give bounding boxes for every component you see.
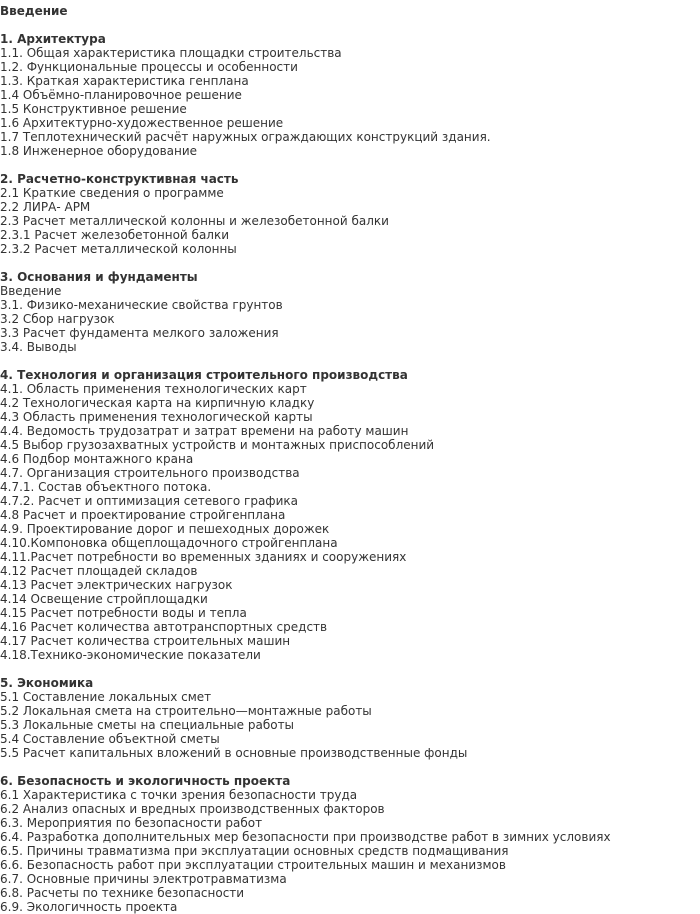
section-heading: 3. Основания и фундаменты	[0, 270, 198, 284]
toc-item: 4.7.2. Расчет и оптимизация сетевого графика	[0, 494, 298, 508]
toc-item: 6.2 Анализ опасных и вредных производственных факторов	[0, 802, 385, 816]
toc-item: 4.5 Выбор грузозахватных устройств и монтажных приспособлений	[0, 438, 435, 452]
toc-item: 6.8. Расчеты по технике безопасности	[0, 886, 245, 900]
toc-item: 4.7. Организация строительного производства	[0, 466, 300, 480]
toc-item: 1.4 Объёмно-планировочное решение	[0, 88, 242, 102]
intro-section	[0, 4, 700, 18]
toc-item: 4.2 Технологическая карта на кирпичную кладку	[0, 396, 315, 410]
toc-item: 1.8 Инженерное оборудование	[0, 144, 198, 158]
toc-section	[0, 32, 700, 158]
toc-item: 1.7 Теплотехнический расчёт наружных ограждающих конструкций здания.	[0, 130, 491, 144]
toc-section	[0, 676, 700, 760]
toc-item: 4.12 Расчет площадей складов	[0, 564, 198, 578]
toc-item: 6.3. Мероприятия по безопасности работ	[0, 816, 263, 830]
toc-item: 4.3 Область применения технологической карты	[0, 410, 313, 424]
section-heading: 4. Технология и организация строительного производства	[0, 368, 408, 382]
toc-item: 1.2. Функциональные процессы и особенности	[0, 60, 298, 74]
intro-heading: Введение	[0, 4, 68, 18]
toc-item: 5.5 Расчет капитальных вложений в основные производственные фонды	[0, 746, 468, 760]
toc-section	[0, 172, 700, 256]
section-heading: 6. Безопасность и экологичность проекта	[0, 774, 291, 788]
toc-item: 4.14 Освещение стройплощадки	[0, 592, 208, 606]
toc-item: 6.6. Безопасность работ при эксплуатации строительных машин и механизмов	[0, 858, 506, 872]
toc-item: 3.3 Расчет фундамента мелкого заложения	[0, 326, 279, 340]
toc-item: 2.3.1 Расчет железобетонной балки	[0, 228, 230, 242]
toc-item: 4.18.Технико-экономические показатели	[0, 648, 261, 662]
toc-item: 6.7. Основные причины электротравматизма	[0, 872, 287, 886]
toc-item: 4.15 Расчет потребности воды и тепла	[0, 606, 247, 620]
toc-item: 5.3 Локальные сметы на специальные работы	[0, 718, 295, 732]
toc-item: 3.1. Физико-механические свойства грунтов	[0, 298, 283, 312]
toc-item: 1.6 Архитектурно-художественное решение	[0, 116, 284, 130]
toc-item: 5.2 Локальная смета на строительно—монтажные работы	[0, 704, 372, 718]
toc-item: 5.4 Составление объектной сметы	[0, 732, 220, 746]
toc-item: 6.4. Разработка дополнительных мер безопасности при производстве работ в зимних условиях	[0, 830, 611, 844]
toc-item: 4.11.Расчет потребности во временных зданиях и сооружениях	[0, 550, 407, 564]
toc-item: 4.8 Расчет и проектирование стройгенплана	[0, 508, 286, 522]
toc-item: 1.1. Общая характеристика площадки строительства	[0, 46, 342, 60]
toc-item: 4.13 Расчет электрических нагрузок	[0, 578, 233, 592]
toc-item: 2.1 Краткие сведения о программе	[0, 186, 224, 200]
toc-section	[0, 774, 700, 914]
toc-item: 3.2 Сбор нагрузок	[0, 312, 115, 326]
toc-item: 4.6 Подбор монтажного крана	[0, 452, 194, 466]
toc-item: 6.5. Причины травматизма при эксплуатации основных средств подмащивания	[0, 844, 509, 858]
toc-item: 4.16 Расчет количества автотранспортных средств	[0, 620, 328, 634]
toc-item: 4.1. Область применения технологических карт	[0, 382, 307, 396]
toc-item: 4.7.1. Состав объектного потока.	[0, 480, 212, 494]
toc-item: 4.17 Расчет количества строительных машин	[0, 634, 291, 648]
toc-item: 6.9. Экологичность проекта	[0, 900, 178, 914]
section-heading: 2. Расчетно-конструктивная часть	[0, 172, 239, 186]
toc-item: 4.9. Проектирование дорог и пешеходных дорожек	[0, 522, 330, 536]
toc-item: 3.4. Выводы	[0, 340, 77, 354]
section-heading: 5. Экономика	[0, 676, 94, 690]
toc-item: Введение	[0, 284, 62, 298]
toc-item: 4.4. Ведомость трудозатрат и затрат времени на работу машин	[0, 424, 409, 438]
toc-item: 6.1 Характеристика с точки зрения безопасности труда	[0, 788, 358, 802]
toc-item: 2.3 Расчет металлической колонны и железобетонной балки	[0, 214, 389, 228]
toc-section	[0, 368, 700, 662]
toc-section	[0, 270, 700, 354]
toc-item: 1.3. Краткая характеристика генплана	[0, 74, 249, 88]
toc-item: 2.3.2 Расчет металлической колонны	[0, 242, 237, 256]
toc-item: 2.2 ЛИРА- АРМ	[0, 200, 91, 214]
toc-item: 1.5 Конструктивное решение	[0, 102, 187, 116]
toc-item: 4.10.Компоновка общеплощадочного стройгенплана	[0, 536, 338, 550]
toc-item: 5.1 Составление локальных смет	[0, 690, 212, 704]
section-heading: 1. Архитектура	[0, 32, 106, 46]
